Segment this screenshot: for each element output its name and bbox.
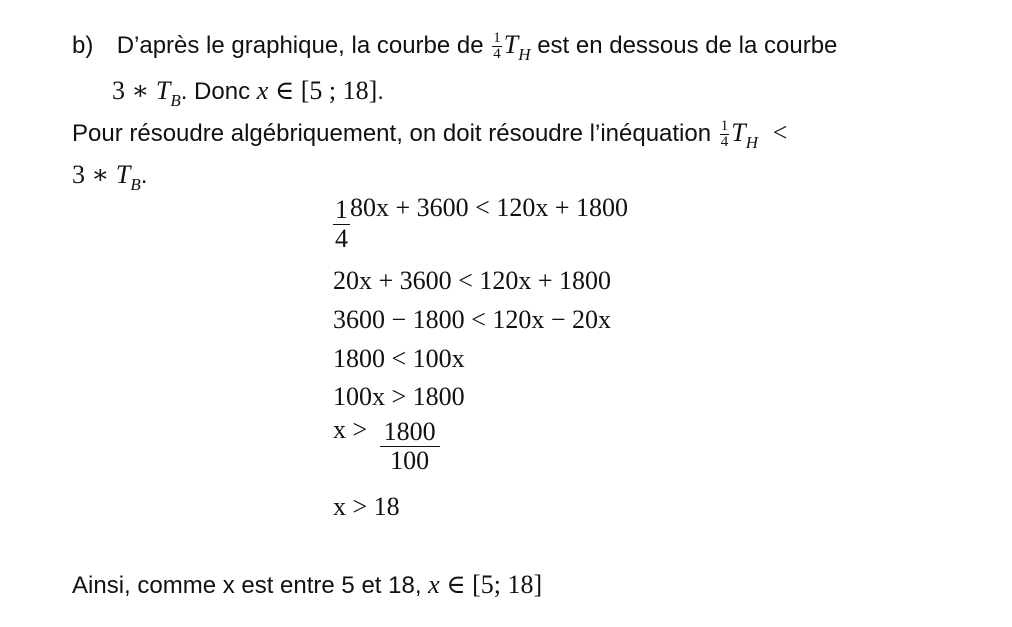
equation-3 <box>333 305 611 335</box>
fraction-quarter <box>492 31 502 62</box>
equation-6-lhs: x > <box>333 415 368 445</box>
subscript-B: B <box>170 91 181 110</box>
part-b-donc: . Donc <box>180 78 251 105</box>
equation-2 <box>333 266 611 296</box>
var-T-4: T <box>115 160 131 189</box>
equation-4 <box>333 344 465 374</box>
algebra-intro-text: Pour résoudre algébriquement, on doit résoudre l’inéquation <box>72 120 712 147</box>
part-b-line-2 <box>112 76 384 109</box>
var-T: T <box>503 30 519 59</box>
var-x: x <box>256 76 269 105</box>
part-b-text-1: D’après le graphique, la courbe de <box>116 32 484 59</box>
equation-6-fraction <box>380 418 440 475</box>
subscript-H-2: H <box>745 133 759 152</box>
var-T-3: T <box>731 118 746 147</box>
fraction-denominator-2: 4 <box>720 134 729 151</box>
equation-2-text: 20x + 3600 < 120x + 1800 <box>333 266 611 295</box>
three-times-2: 3 ∗ <box>72 160 110 189</box>
conclusion-var-x: x <box>428 570 440 599</box>
subscript-H: H <box>518 45 531 64</box>
equation-5 <box>333 382 465 412</box>
algebra-period: . <box>140 162 148 189</box>
equation-7 <box>333 492 400 522</box>
fraction-denominator: 4 <box>493 46 501 63</box>
conclusion-text: Ainsi, comme x est entre 5 et 18, <box>72 572 422 599</box>
fraction-numerator: 1 <box>493 30 501 47</box>
equation-5-text: 100x > 1800 <box>333 382 465 411</box>
equation-1-rest: 80x + 3600 < 120x + 1800 <box>350 193 628 223</box>
fraction-numerator-2: 1 <box>720 118 729 135</box>
equation-1 <box>333 193 628 253</box>
equation-6-numerator: 1800 <box>380 418 440 447</box>
fraction-quarter-2 <box>720 119 730 150</box>
equation-3-text: 3600 − 1800 < 120x − 20x <box>333 305 611 334</box>
part-b-period: . <box>377 78 384 105</box>
equation-6 <box>333 415 440 475</box>
algebra-intro-line <box>72 118 787 151</box>
part-b-label: b) <box>72 32 94 59</box>
subscript-B-2: B <box>130 175 141 194</box>
equation-1-fraction <box>333 196 350 253</box>
part-b-text-2: est en dessous de la courbe <box>537 32 838 59</box>
less-than: < <box>772 118 788 147</box>
var-T-2: T <box>155 76 171 105</box>
equation-7-text: x > 18 <box>333 492 400 521</box>
algebra-intro-line-2 <box>72 160 147 193</box>
conclusion-interval: ∈ [5; 18] <box>446 570 543 599</box>
equation-6-denominator: 100 <box>390 446 430 475</box>
part-b-line-1 <box>72 30 837 63</box>
equation-4-text: 1800 < 100x <box>333 344 465 373</box>
interval-1: ∈ [5 ; 18] <box>274 76 378 105</box>
equation-1-numerator: 1 <box>335 195 348 224</box>
equation-1-denominator: 4 <box>335 224 348 253</box>
three-times: 3 ∗ <box>112 76 150 105</box>
conclusion-line <box>72 570 542 601</box>
